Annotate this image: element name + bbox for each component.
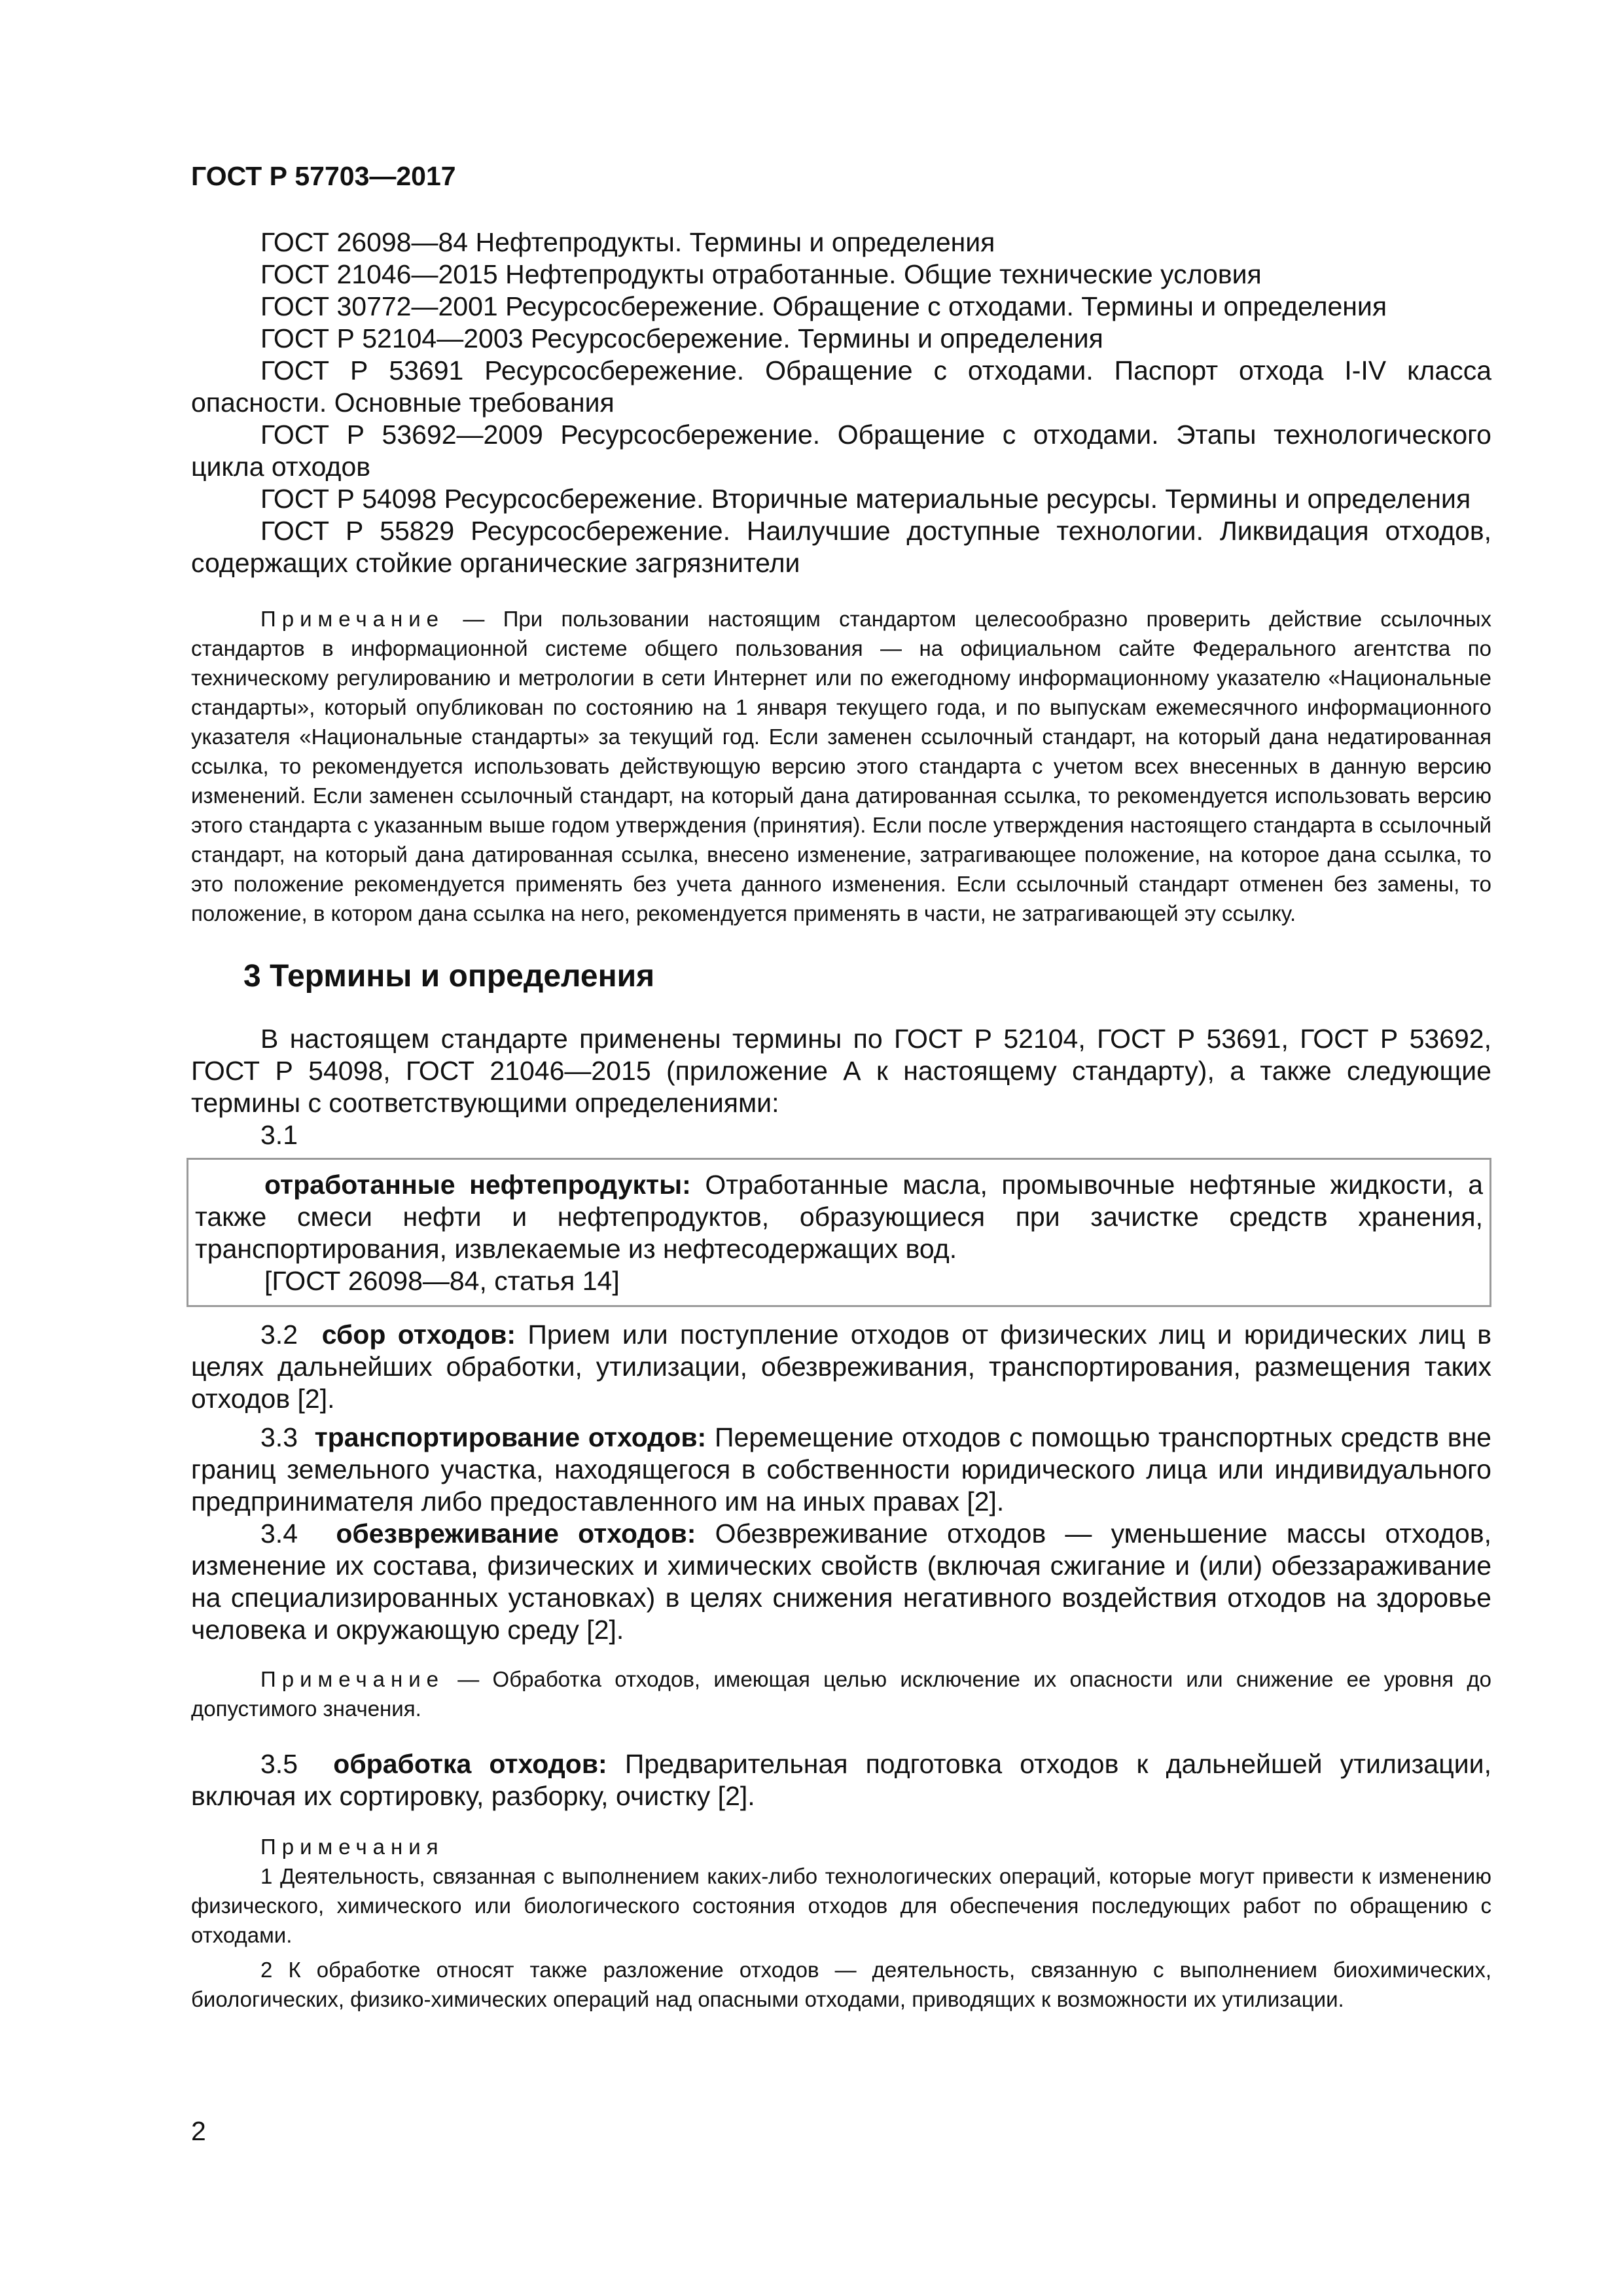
term-definition: Перемещение отходов с помощью транспортных средств вне границ земельного участка, находящегося в собственности юридического лица или индивидуального предпринимателя либо предоставленного им на иных правах [2]. [191, 1422, 1491, 1516]
references-note [191, 604, 1491, 928]
term-title: транспортирование отходов: [314, 1422, 707, 1452]
term-source: [ГОСТ 26098—84, статья 14] [264, 1266, 620, 1296]
term-3-1 [195, 1169, 1483, 1265]
note-text: — Обработка отходов, имеющая целью исключение их опасности или снижение ее уровня до допустимого значения. [191, 1667, 1491, 1721]
reference-item: ГОСТ Р 53691 Ресурсосбережение. Обращение с отходами. Паспорт отхода I-IV класса опасности. Основные требования [191, 355, 1491, 418]
term-title: обезвреживание отходов: [336, 1518, 696, 1549]
reference-item: ГОСТ 26098—84 Нефтепродукты. Термины и определения [260, 227, 995, 257]
term-number: 3.4 [260, 1518, 298, 1549]
section-title: 3 Термины и определения [243, 959, 655, 994]
term-title: сбор отходов: [321, 1319, 516, 1350]
term-3-4-note [191, 1664, 1491, 1723]
note-label: Примечание [260, 607, 445, 631]
term-definition: Отработанные масла, промывочные нефтяные жидкости, а также смеси нефти и нефтепродуктов, образующиеся при зачистке средств хранения, транспортирования, извлекаемые из нефтесодержащих вод. [195, 1170, 1483, 1264]
term-title: обработка отходов: [333, 1749, 607, 1779]
reference-item: ГОСТ Р 52104—2003 Ресурсосбережение. Термины и определения [260, 323, 1103, 353]
term-3-5-notes-label: Примечания [260, 1835, 444, 1859]
term-number: 3.2 [260, 1319, 298, 1350]
reference-item: ГОСТ 30772—2001 Ресурсосбережение. Обращение с отходами. Термины и определения [260, 291, 1387, 321]
term-number: 3.3 [260, 1422, 298, 1452]
term-title: отработанные нефтепродукты: [264, 1170, 691, 1200]
term-3-2 [191, 1319, 1491, 1415]
document-code: ГОСТ Р 57703—2017 [191, 161, 456, 191]
note-label: Примечание [260, 1667, 445, 1691]
term-3-5-note-2: 2 К обработке относят также разложение отходов — деятельность, связанную с выполнением биохимических, биологических, физико-химических операций над опасными отходами, приводящих к возможности их утилизации. [191, 1958, 1491, 2011]
term-3-3 [191, 1422, 1491, 1518]
document-body [191, 226, 1491, 2014]
term-definition: Обезвреживание отходов — уменьшение массы отходов, изменение их состава, физических и химических свойств (включая сжигание и (или) обеззараживание на специализированных установках) в целях снижения негативного воздействия отходов на здоровье человека и окружающую среду [2]. [191, 1518, 1491, 1645]
term-3-1-box [187, 1158, 1491, 1307]
note-text: — При пользовании настоящим стандартом целесообразно проверить действие ссылочных стандартов в информационной системе общего пользования — на официальном сайте Федерального агентства по техническому регулированию и метрологии в сети Интернет или по ежегодному информационному указателю «Национальные стандарты», который опубликован по состоянию на 1 января текущего года, и по выпускам ежемесячного информационного указателя «Национальные стандарты» за текущий год. Если заменен ссылочный стандарт, на который дана недатированная ссылка, то рекомендуется использовать действующую версию этого стандарта с учетом всех внесенных в данную версию изменений. Если заменен ссылочный стандарт, на который дана датированная ссылка, то рекомендуется использовать версию этого стандарта с указанным выше годом утверждения (принятия). Если после утверждения настоящего стандарта в ссылочный стандарт, на который дана датированная ссылка, внесено изменение, затрагивающее положение, на которое дана ссылка, то это положение рекомендуется применять без учета данного изменения. Если ссылочный стандарт отменен без замены, то положение, в котором дана ссылка на него, рекомендуется применять в части, не затрагивающей эту ссылку. [191, 607, 1492, 925]
term-definition: Прием или поступление отходов от физических лиц и юридических лиц в целях дальнейших обработки, утилизации, обезвреживания, транспортирования, размещения таких отходов [2]. [191, 1319, 1491, 1414]
reference-item: ГОСТ Р 53692—2009 Ресурсосбережение. Обращение с отходами. Этапы технологического цикла отходов [191, 420, 1491, 482]
term-3-4 [191, 1518, 1491, 1646]
term-3-5-note-1: 1 Деятельность, связанная с выполнением каких-либо технологических операций, которые могут привести к изменению физического, химического или биологического состояния отходов для обеспечения последующих работ по обращению с отходами. [191, 1864, 1491, 1947]
term-number: 3.5 [260, 1749, 298, 1779]
term-3-5 [191, 1748, 1491, 1812]
page-number: 2 [191, 2116, 206, 2146]
term-definition: Предварительная подготовка отходов к дальнейшей утилизации, включая их сортировку, разборку, очистку [2]. [191, 1749, 1491, 1811]
section-intro: В настоящем стандарте применены термины по ГОСТ Р 52104, ГОСТ Р 53691, ГОСТ Р 53692, ГОСТ Р 54098, ГОСТ 21046—2015 (приложение А к настоящему стандарту), а также следующие термины с соответствующими определениями: [191, 1024, 1491, 1118]
reference-item: ГОСТ Р 54098 Ресурсосбережение. Вторичные материальные ресурсы. Термины и определения [260, 484, 1471, 514]
reference-item: ГОСТ Р 55829 Ресурсосбережение. Наилучшие доступные технологии. Ликвидация отходов, содержащих стойкие органические загрязнители [191, 516, 1491, 578]
reference-item: ГОСТ 21046—2015 Нефтепродукты отработанные. Общие технические условия [260, 259, 1262, 289]
term-number: 3.1 [260, 1120, 298, 1150]
